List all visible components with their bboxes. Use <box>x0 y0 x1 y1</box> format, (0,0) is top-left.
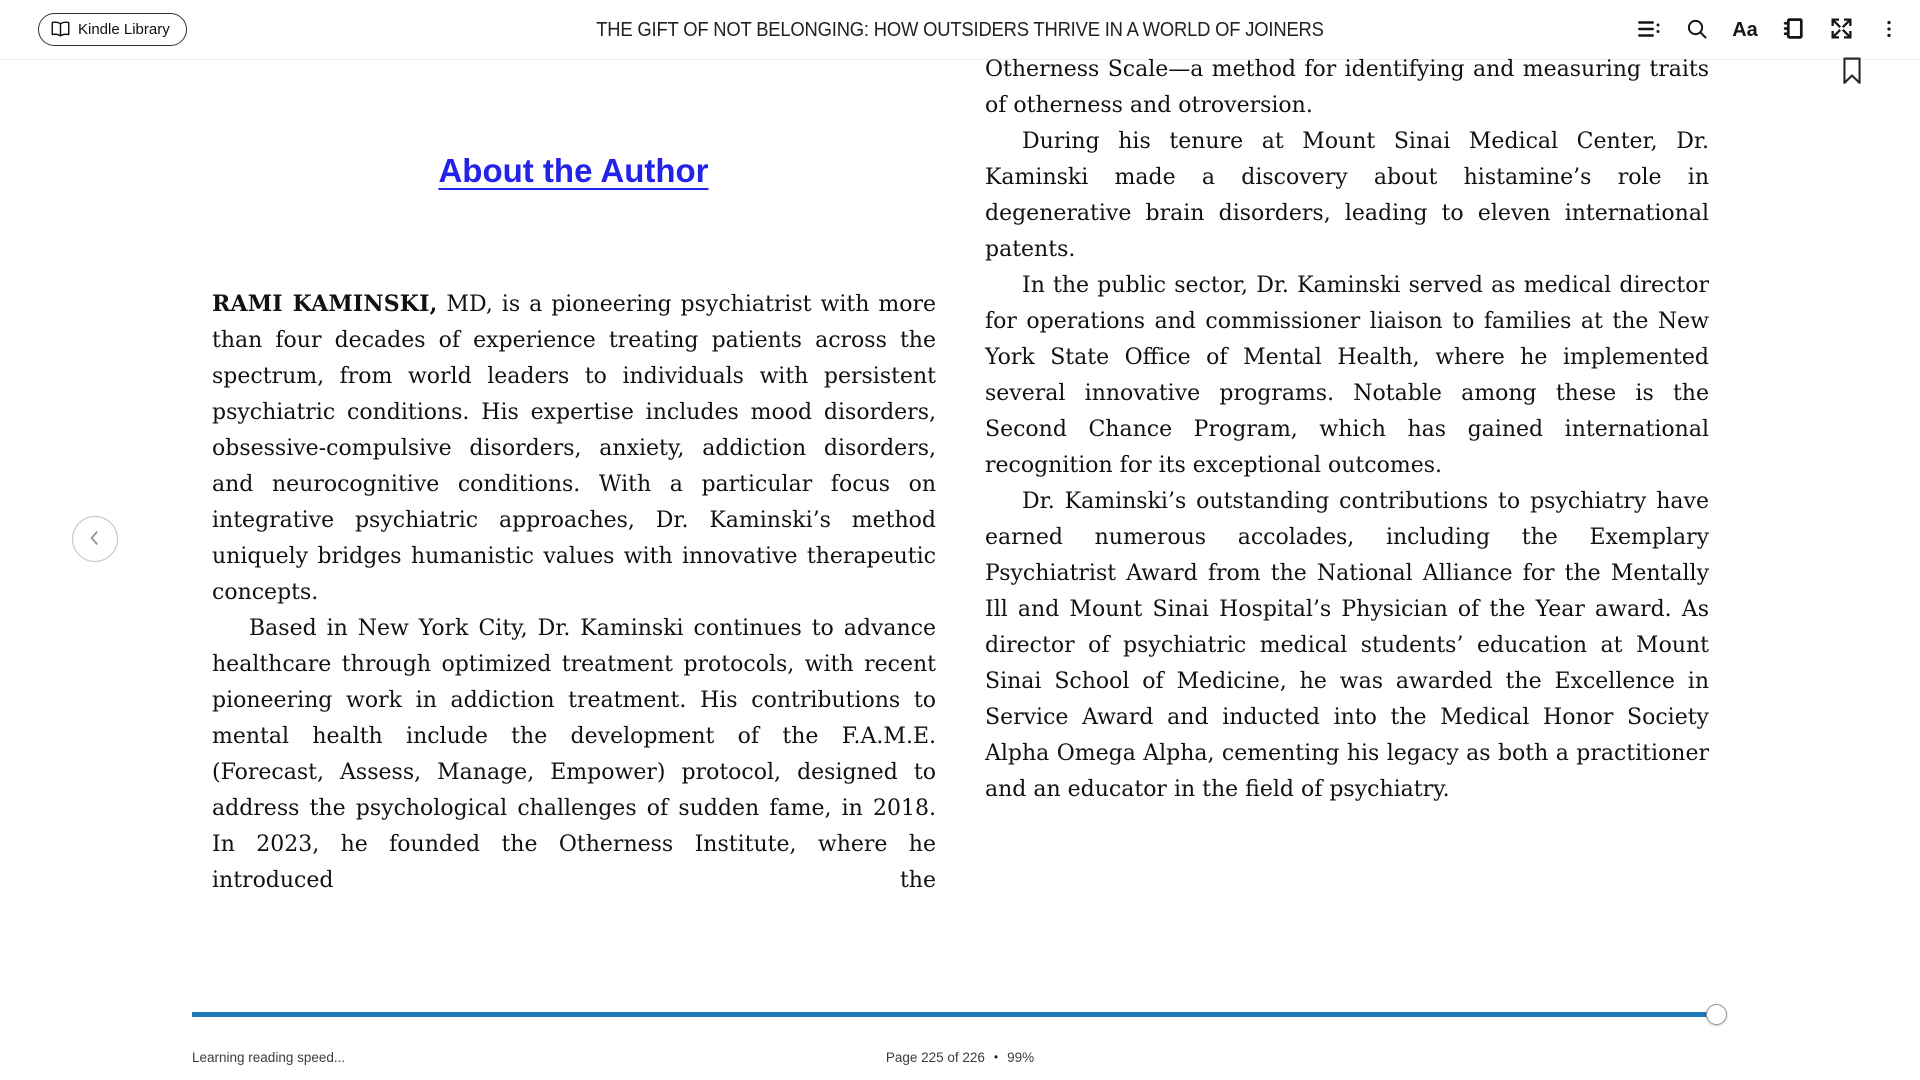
page-layout-button[interactable] <box>1776 13 1810 47</box>
paragraph-based-in-nyc: Based in New York City, Dr. Kaminski continues to advance healthcare through optimized treatment protocols, with recent pioneering work in addiction treatment. His contributions to mental health include the development of the F.A.M.E. (Forecast, Assess, Manage, Empower) protocol, designed to address the psychological challenges of sudden fame, in 2018. In 2023, he founded the Otherness Institute, where he introduced the <box>212 616 936 893</box>
top-toolbar <box>0 0 1920 60</box>
progress-bar[interactable] <box>192 1012 1732 1017</box>
paragraph-mount-sinai: During his tenure at Mount Sinai Medical Center, Dr. Kaminski made a discovery about histamine’s role in degenerative brain disorders, leading to eleven international patents. <box>985 129 1709 262</box>
author-name: RAMI KAMINSKI, <box>212 291 438 317</box>
search-icon <box>1685 17 1709 44</box>
toolbar-icons <box>1632 0 1906 60</box>
paragraph-otherness-scale: Otherness Scale—a method for identifying and measuring traits of otherness and otroversion. <box>985 57 1709 118</box>
chevron-left-icon <box>85 528 105 551</box>
reading-speed-status: Learning reading speed... <box>192 1050 346 1065</box>
paragraph-author-intro <box>212 286 936 611</box>
more-options-icon <box>1878 18 1900 43</box>
page-position-info <box>0 1050 1920 1065</box>
fullscreen-icon <box>1829 16 1854 44</box>
open-book-icon <box>51 21 70 38</box>
separator-dot: • <box>993 1050 999 1064</box>
font-settings-button[interactable] <box>1728 13 1762 47</box>
paragraph-text: MD, is a pioneering psychiatrist with more than four decades of experience treating patients across the spectrum, from world leaders to individuals with persistent psychiatric conditions. His expertise includes mood disorders, obsessive-compulsive disorders, anxiety, addiction disorders, and neurocognitive conditions. With a particular focus on integrative psychiatric approaches, Dr. Kaminski’s method uniquely bridges humanistic values with innovative therapeutic concepts. <box>212 292 936 605</box>
font-settings-icon: Aa <box>1732 18 1758 41</box>
progress-slider-handle[interactable] <box>1706 1004 1727 1025</box>
bookmark-button[interactable] <box>1839 56 1865 88</box>
percent-label: 99% <box>1007 1050 1035 1065</box>
previous-page-button[interactable] <box>72 516 118 562</box>
page-layout-icon <box>1781 16 1806 44</box>
contents-button[interactable] <box>1632 13 1666 47</box>
book-title: THE GIFT OF NOT BELONGING: HOW OUTSIDERS THRIVE IN A WORLD OF JOINERS <box>596 18 1324 41</box>
page-label: Page 225 of 226 <box>885 1050 985 1065</box>
left-column <box>212 286 936 899</box>
chapter-heading-link[interactable]: About the Author <box>438 152 709 189</box>
kindle-library-label: Kindle Library <box>78 21 170 38</box>
contents-icon <box>1636 16 1662 45</box>
search-button[interactable] <box>1680 13 1714 47</box>
right-column <box>985 52 1709 808</box>
more-options-button[interactable] <box>1872 13 1906 47</box>
progress-fill <box>192 1012 1717 1017</box>
fullscreen-button[interactable] <box>1824 13 1858 47</box>
bookmark-icon <box>1841 73 1863 88</box>
paragraph-accolades: Dr. Kaminski’s outstanding contributions to psychiatry have earned numerous accolades, including the Exemplary Psychiatrist Award from the National Alliance for the Mentally Ill and Mount Sinai Hospital’s Physician of the Year award. As director of psychiatric medical students’ education at Mount Sinai School of Medicine, he was awarded the Excellence in Service Award and inducted into the Medical Honor Society Alpha Omega Alpha, cementing his legacy as both a practitioner and an educator in the field of psychiatry. <box>985 489 1709 802</box>
paragraph-public-sector: In the public sector, Dr. Kaminski served as medical director for operations and commissioner liaison to families at the New York State Office of Mental Health, where he implemented several innovative programs. Notable among these is the Second Chance Program, which has gained international recognition for its exceptional outcomes. <box>985 273 1709 478</box>
